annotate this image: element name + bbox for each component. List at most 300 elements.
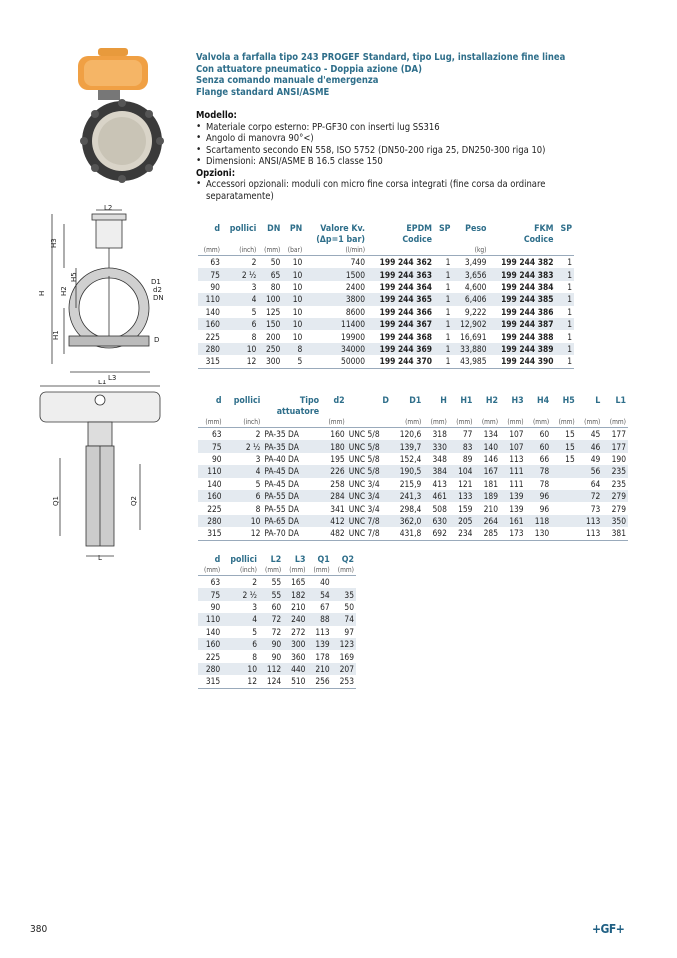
table-cell: 181 [483, 478, 499, 489]
table-cell: SP [560, 224, 572, 234]
table-row [198, 281, 574, 293]
table-cell: UNC 3/4 [348, 503, 380, 514]
table-cell: 180 [321, 440, 347, 452]
table-cell: 50000 [304, 355, 367, 368]
table-cell: L2 [270, 555, 282, 565]
table-cell: 5 [251, 306, 257, 317]
label-L: L [98, 554, 102, 560]
table-cell: (mm) [264, 246, 281, 254]
table-cell: 195 [330, 453, 345, 464]
table-cell: Q2 [341, 555, 354, 565]
table-row [198, 515, 628, 527]
table-cell: 160 [198, 318, 222, 330]
table-cell: 225 [207, 503, 222, 514]
table-cell: 60 [526, 440, 552, 452]
table-cell: PA-45 DA [264, 478, 299, 489]
table-cell: 205 [449, 515, 475, 527]
table-row [198, 343, 574, 355]
label-H2: H2 [60, 286, 68, 296]
table-cell: 508 [432, 503, 447, 514]
table-cell: 177 [602, 440, 628, 452]
table-cell [423, 407, 449, 418]
table-cell: 280 [198, 663, 222, 675]
table-cell: 111 [500, 465, 526, 477]
table-cell: 10 [224, 515, 263, 527]
table-cell: 78 [539, 478, 550, 489]
table-cell: 189 [474, 490, 500, 502]
table-cell: 11400 [304, 318, 367, 330]
table-row [198, 478, 628, 490]
table-cell: UNC 7/8 [347, 515, 391, 527]
table-cell: 54 [307, 588, 331, 600]
table-cell: (inch) [243, 418, 261, 426]
model-heading: Modello: [196, 110, 237, 121]
table-cell: 210 [307, 663, 331, 675]
table-cell: 226 [321, 465, 347, 477]
table-cell: 199 244 365 [367, 293, 434, 305]
table-cell: 89 [462, 453, 473, 464]
table-cell: 140 [205, 626, 221, 637]
table-cell: 110 [198, 465, 224, 477]
table-codes [198, 224, 574, 369]
table-cell: 190,5 [391, 465, 423, 477]
table-cell: 241,3 [391, 490, 423, 502]
table-cell: 1 [445, 281, 451, 292]
table-cell: 178 [315, 651, 330, 662]
table-cell: 139 [509, 503, 524, 514]
table-row [198, 613, 356, 625]
table-row [198, 246, 574, 256]
table-cell: 110 [198, 293, 222, 305]
model-item: • Angolo di manovra 90°<) [196, 133, 545, 145]
label-D: D [154, 336, 160, 344]
table-cell: 177 [602, 428, 628, 441]
table-cell [500, 407, 526, 418]
table-cell [434, 235, 452, 246]
table-cell: (mm) [558, 418, 575, 426]
table-cell: UNC 7/8 [347, 527, 391, 540]
table-cell: 199 244 389 [488, 343, 555, 355]
table-row [198, 256, 574, 269]
table-cell: 3,656 [452, 268, 488, 280]
table-cell: H2 [485, 396, 499, 406]
table-cell: 199 244 369 [367, 343, 434, 355]
table-cell: 12,902 [452, 318, 488, 330]
table-cell: 8 [282, 343, 304, 355]
table-cell: (bar) [287, 246, 303, 254]
table-cell: 240 [283, 613, 307, 625]
table-cell [449, 407, 475, 418]
table-cell: 315 [198, 355, 222, 368]
table-cell: 6 [222, 638, 259, 650]
table-cell: 10 [282, 318, 304, 330]
table-cell: 256 [307, 675, 331, 688]
table-row [198, 306, 574, 318]
table-cell: 6 [222, 318, 258, 330]
table-cell: 10 [292, 306, 303, 317]
table-cell: 159 [458, 503, 473, 514]
table-cell: 10 [222, 663, 259, 675]
table-cell: 207 [332, 663, 356, 675]
table-cell: 199 244 367 [367, 318, 434, 330]
table-cell [391, 407, 423, 418]
table-cell: 10 [282, 256, 304, 269]
table-cell: 264 [474, 515, 500, 527]
table-cell: 165 [283, 576, 307, 589]
table-cell [258, 235, 282, 246]
options-item-cont: separatamente) [206, 190, 274, 202]
table-cell: UNC 3/4 [347, 490, 391, 502]
table-row [198, 268, 574, 280]
table-cell: 2 [224, 428, 263, 441]
table-cell: 8 [251, 331, 257, 342]
table-cell: 1 [434, 256, 452, 269]
table-cell: 199 244 382 [488, 256, 555, 269]
table-cell: 88 [307, 613, 331, 625]
table-cell: (mm) [609, 418, 626, 426]
table-cell: PA-55 DA [262, 490, 321, 502]
table-cell: 90 [259, 638, 283, 650]
table-cell: 200 [265, 331, 281, 342]
table-cell: 199 244 388 [501, 331, 554, 342]
table-cell: 133 [449, 490, 475, 502]
table-cell: 630 [423, 515, 449, 527]
table-cell: 3 [252, 601, 257, 612]
table-row [198, 601, 356, 613]
table-cell [551, 515, 577, 527]
title-line: Senza comando manuale d'emergenza [196, 75, 379, 87]
label-L3: L3 [108, 374, 117, 380]
table-cell: (inch) [239, 246, 257, 254]
table-cell: 315 [198, 675, 222, 688]
table-cell: 96 [526, 490, 552, 502]
table-cell: 199 244 384 [501, 281, 554, 292]
table-cell: 510 [283, 675, 307, 688]
table-row [198, 576, 356, 589]
table-cell: 360 [291, 651, 306, 662]
label-DN: DN [153, 294, 164, 302]
table-cell: 75 [198, 268, 222, 280]
table-cell: 75 [198, 588, 222, 600]
table-cell: 4 [224, 465, 263, 477]
table-cell: 65 [258, 268, 282, 280]
table-cell: 72 [259, 613, 283, 625]
table-cell: L3 [294, 555, 306, 565]
table-cell: 140 [205, 306, 220, 317]
table-cell: 250 [258, 343, 282, 355]
table-cell: 64 [590, 478, 601, 489]
table-cell: (mm) [584, 418, 601, 426]
table-cell: UNC 5/8 [348, 453, 380, 464]
table-row [198, 330, 574, 342]
table-cell: (mm) [313, 566, 330, 574]
table-cell [556, 235, 575, 246]
table-cell: 4 [222, 293, 258, 305]
table-cell: 90 [210, 601, 221, 612]
header-row [198, 407, 628, 418]
table-cell [282, 235, 304, 246]
table-cell: 90 [211, 453, 222, 464]
table-cell: attuatore [276, 407, 320, 417]
table-cell: 234 [449, 527, 475, 540]
table-cell: 8600 [345, 306, 366, 317]
table-cell: 125 [265, 306, 281, 317]
table-cell: 50 [258, 256, 282, 269]
table-cell: 258 [330, 478, 345, 489]
table-cell [602, 407, 628, 418]
table-cell: 140 [207, 478, 222, 489]
table-cell [198, 235, 222, 246]
table-cell [224, 407, 263, 418]
table-cell: 1 [556, 268, 575, 280]
table-cell: 279 [611, 503, 626, 514]
table-cell: 6,406 [452, 293, 488, 305]
table-cell: Codice [402, 235, 433, 245]
table-cell: H3 [511, 396, 524, 406]
table-cell: 384 [423, 465, 449, 477]
table-cell: 1 [556, 318, 575, 330]
table-cell: 215,9 [399, 478, 422, 489]
table-row [198, 440, 628, 452]
table-cell: 160 [198, 490, 224, 502]
title-line: Valvola a farfalla tipo 243 PROGEF Standard, tipo Lug, installazione fine linea [196, 52, 566, 63]
table-row [198, 428, 628, 441]
table-cell: d [215, 396, 222, 406]
table-cell: (mm) [405, 418, 422, 426]
label-H1: H1 [52, 330, 60, 340]
table-cell: 381 [602, 527, 628, 540]
table-cell [198, 407, 224, 418]
table-cell: 330 [423, 440, 449, 452]
table-row [198, 663, 356, 675]
table-cell: 2 ½ [222, 268, 258, 280]
table-cell: 75 [198, 440, 224, 452]
table-cell: (mm) [430, 418, 447, 426]
table-cell: (inch) [239, 566, 257, 574]
table-row [198, 566, 356, 576]
table-cell: 67 [320, 601, 330, 612]
table-cell: pollici [233, 396, 261, 406]
options-heading: Opzioni: [196, 167, 236, 179]
table-cell: EPDM [406, 224, 433, 234]
table-cell: 225 [205, 331, 220, 342]
table-cell: 139,7 [391, 440, 423, 452]
table-cell: L [595, 396, 601, 406]
table-cell: 72 [577, 490, 603, 502]
table-cell [556, 246, 575, 256]
table-cell: 111 [509, 478, 524, 489]
table-cell: 5 [255, 478, 261, 489]
table-cell: 139 [500, 490, 526, 502]
table-cell: 113 [577, 527, 603, 540]
table-cell: 12 [222, 355, 258, 368]
table-cell: 6 [224, 490, 263, 502]
table-cell: 60 [271, 601, 282, 612]
table-cell: H [440, 396, 447, 406]
table-cell: (mm) [337, 566, 354, 574]
table-cell: H5 [562, 396, 575, 406]
table-cell: 1500 [304, 268, 367, 280]
table-cell: 10 [292, 331, 303, 342]
table-row [198, 638, 356, 650]
table-cell: 2 ½ [222, 588, 259, 600]
dimension-drawing-side [30, 380, 170, 560]
label-L2: L2 [104, 204, 113, 212]
table-cell: 66 [539, 453, 550, 464]
table-cell [262, 418, 321, 428]
table-cell: 40 [307, 576, 331, 589]
table-cell: 73 [590, 503, 601, 514]
table-cell: Q1 [317, 555, 330, 565]
table-cell: Tipo [299, 396, 320, 406]
table-cell: 56 [577, 465, 603, 477]
table-cell: 2 [222, 256, 258, 269]
table-cell: 46 [577, 440, 603, 452]
table-cell: D [382, 396, 389, 406]
table-cell: (mm) [481, 418, 499, 426]
table-cell: 318 [423, 428, 449, 441]
table-cell: 225 [205, 651, 221, 662]
table-dimensions-2 [198, 555, 356, 689]
title-line: Flange standard ANSI/ASME [196, 86, 330, 98]
table-cell: 272 [291, 626, 306, 637]
table-cell: 199 244 387 [488, 318, 555, 330]
table-cell: 118 [526, 515, 552, 527]
table-cell: (mm) [265, 566, 282, 574]
model-item: • Scartamento secondo EN 558, ISO 5752 (DN50-200 riga 25, DN250-300 riga 10) [196, 145, 545, 157]
table-row [198, 626, 356, 638]
label-H5: H5 [70, 272, 78, 282]
label-H: H [38, 290, 46, 296]
table-cell [551, 465, 577, 477]
table-cell: pollici [230, 555, 257, 565]
table-cell: 4,600 [464, 281, 487, 292]
dimension-drawing-front [30, 204, 170, 380]
label-Q2: Q2 [130, 496, 138, 506]
table-cell: 15 [551, 428, 577, 441]
table-cell: 3800 [304, 293, 367, 305]
table-cell: 1 [567, 306, 572, 317]
table-cell: 134 [474, 428, 500, 441]
table-cell: 161 [500, 515, 526, 527]
table-cell: 35 [332, 588, 356, 600]
model-item: • Dimensioni: ANSI/ASME B 16.5 classe 150 [196, 156, 545, 168]
table-cell: SP [438, 224, 451, 234]
table-cell: 146 [483, 453, 499, 464]
table-cell [551, 407, 577, 418]
table-cell: 34000 [304, 343, 367, 355]
table-cell: 33,880 [452, 343, 488, 355]
table-cell: (kg) [474, 246, 487, 254]
table-cell: Codice [523, 235, 554, 245]
table-cell [347, 418, 391, 428]
table-cell: 45 [577, 428, 603, 441]
table-row [198, 675, 356, 688]
table-cell: 461 [423, 490, 449, 502]
table-cell: 63 [198, 256, 222, 269]
table-cell: 49 [590, 453, 601, 464]
label-L1: L1 [98, 380, 107, 386]
table-cell: (mm) [205, 418, 222, 426]
table-cell: 50 [344, 601, 354, 612]
table-cell: 19900 [341, 331, 366, 342]
label-D1: D1 [151, 278, 161, 286]
table-cell: 235 [602, 465, 628, 477]
table-row [198, 527, 628, 540]
header-row [198, 235, 574, 246]
table-cell: 1 [434, 293, 452, 305]
table-cell: 4 [222, 613, 259, 625]
table-cell: Valore Kv. [320, 224, 366, 234]
table-cell: 121 [458, 478, 473, 489]
table-cell: 431,8 [391, 527, 423, 540]
table-cell: 77 [449, 428, 475, 441]
table-cell: 199 244 366 [379, 306, 433, 317]
table-cell: PA-65 DA [262, 515, 321, 527]
table-cell: 80 [270, 281, 281, 292]
table-cell: 9,222 [464, 306, 487, 317]
table-cell [222, 235, 258, 246]
table-cell: 235 [611, 478, 626, 489]
table-cell: PA-40 DA [264, 453, 299, 464]
table-cell [434, 246, 452, 256]
table-cell: 8 [255, 503, 261, 514]
table-cell: 130 [526, 527, 552, 540]
table-cell: d [214, 224, 220, 234]
table-row [198, 502, 628, 514]
table-cell: 8 [252, 651, 257, 662]
table-cell: 100 [258, 293, 282, 305]
page-number: 380 [30, 924, 48, 935]
table-cell: 96 [539, 503, 550, 514]
table-cell: 112 [259, 663, 283, 675]
table-row [198, 318, 574, 330]
table-cell: 740 [304, 256, 367, 269]
table-cell: 182 [283, 588, 307, 600]
table-cell: (Δp=1 bar) [316, 235, 366, 245]
table-cell: 3 [255, 453, 261, 464]
table-row [198, 490, 628, 502]
table-cell: 120,6 [391, 428, 423, 441]
table-cell: 107 [500, 428, 526, 441]
table-cell: 16,691 [460, 331, 487, 342]
table-cell: 63 [198, 428, 224, 441]
table-cell: 199 244 386 [501, 306, 554, 317]
table-cell: 10 [292, 281, 303, 292]
header-row [198, 555, 356, 566]
table-cell: 5 [282, 355, 304, 368]
table-cell: (mm) [289, 566, 306, 574]
table-cell: 140 [474, 440, 500, 452]
table-cell: 253 [332, 675, 356, 688]
table-cell: 113 [577, 515, 603, 527]
table-cell: 5 [252, 626, 257, 637]
label-H3: H3 [50, 238, 58, 248]
table-cell: 10 [222, 343, 258, 355]
table-cell: d2 [333, 396, 345, 406]
table-cell: 199 244 363 [367, 268, 434, 280]
table-cell: 1 [556, 293, 575, 305]
table-cell: 90 [271, 651, 282, 662]
table-cell: 169 [339, 651, 354, 662]
table-cell: (mm) [456, 418, 473, 426]
table-row [198, 465, 628, 477]
table-cell [367, 246, 434, 256]
table-cell: 1 [434, 318, 452, 330]
table-cell: 1 [556, 355, 575, 368]
table-cell: 1 [567, 331, 572, 342]
table-cell: Peso [465, 224, 487, 234]
